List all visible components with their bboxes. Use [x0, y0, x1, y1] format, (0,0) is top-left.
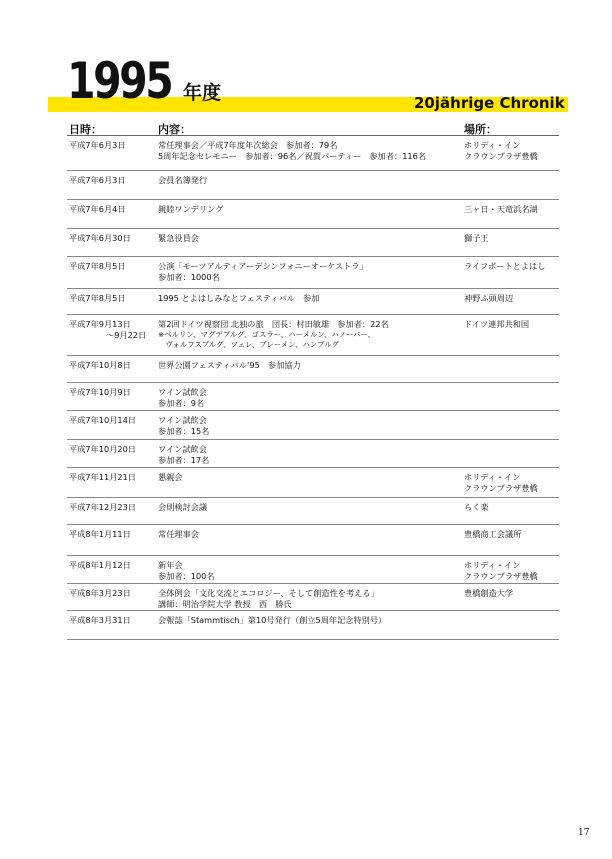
row-content [158, 261, 368, 283]
content-note: ※ベルリン、マグデブルグ、ゴスラー、ハーメルン、ハノーバー、 [158, 330, 375, 339]
place-line: 三ヶ日・天竜浜名湖 [464, 204, 538, 214]
content-line: 新年会 [158, 560, 183, 570]
content-line: 公演「モーツアルティアーデシンフォニーオーケストラ」 [158, 261, 368, 271]
row-place [464, 233, 489, 244]
row-place [464, 560, 538, 582]
table-row [67, 498, 559, 525]
content-line: 講師：明治学院大学 教授 西 勝氏 [158, 599, 292, 609]
row-place [464, 204, 538, 215]
row-content [158, 588, 379, 610]
row-content [158, 175, 207, 186]
table-row [67, 440, 559, 468]
row-date [69, 588, 131, 599]
place-line: ホリディ・イン [464, 140, 521, 150]
place-line: ホリディ・イン [464, 560, 521, 570]
row-date-text: 平成7年10月9日 [69, 387, 131, 397]
content-line: 第2回ドイツ視察団 北独の旅 団長：村田敏雄 参加者：22名 [158, 319, 389, 329]
row-date [69, 233, 131, 244]
content-line: 会員名簿発行 [158, 175, 208, 185]
chronik-subtitle: 20jährige Chronik [414, 94, 565, 112]
content-line: 懇親会 [158, 472, 183, 482]
row-content [158, 415, 209, 437]
table-row [67, 229, 559, 257]
row-date-text: 平成7年10月8日 [69, 360, 131, 370]
row-date [69, 415, 136, 426]
row-date-end: ～9月22日 [106, 330, 147, 340]
row-content [158, 360, 301, 371]
column-header-content: 内容： [158, 123, 191, 136]
row-date-text: 平成7年6月30日 [69, 233, 131, 243]
place-line: 豊橋商工会議所 [464, 529, 522, 539]
place-line: クラウンプラザ豊橋 [464, 151, 538, 161]
table-row [67, 136, 559, 171]
year-title: 1995 [67, 52, 172, 110]
place-line: らく楽 [464, 502, 489, 512]
row-date-text: 平成7年6月3日 [69, 175, 126, 185]
row-place [464, 502, 489, 513]
table-row [67, 611, 559, 640]
row-date [69, 319, 146, 341]
row-content [158, 204, 223, 215]
content-line: ワイン試飲会 [158, 444, 207, 454]
row-place [464, 261, 545, 272]
row-content [158, 560, 215, 582]
row-date [69, 175, 126, 186]
place-line: クラウンプラザ豊橋 [464, 483, 538, 493]
table-row [67, 525, 559, 556]
row-content [158, 529, 199, 540]
row-date-text: 平成7年12月23日 [69, 502, 136, 512]
place-line: ホリディ・イン [464, 472, 521, 482]
row-date [69, 444, 136, 455]
table-row [67, 556, 559, 584]
year-suffix: 年度 [183, 82, 222, 104]
place-line: 獅子王 [464, 233, 489, 243]
table-row [67, 584, 559, 611]
table-row [67, 315, 559, 356]
row-date [69, 529, 131, 540]
row-date [69, 387, 131, 398]
row-date [69, 204, 126, 215]
content-line: 参加者：9名 [158, 398, 205, 408]
row-date-text: 平成7年10月20日 [69, 444, 136, 454]
row-content [158, 444, 209, 466]
place-line: 豊橋創造大学 [464, 588, 514, 598]
content-line: 参加者：15名 [158, 426, 210, 436]
table-row [67, 383, 559, 411]
row-content [158, 472, 183, 483]
row-date-text: 平成7年10月14日 [69, 415, 136, 425]
content-line: 親睦ワンデリング [158, 204, 224, 214]
row-place [464, 319, 529, 330]
row-date-text: 平成8年3月23日 [69, 588, 131, 598]
row-place [464, 140, 538, 162]
row-date-text: 平成7年8月5日 [69, 293, 126, 303]
row-date-text: 平成7年6月3日 [69, 140, 126, 150]
row-place [464, 529, 521, 540]
row-date [69, 261, 126, 272]
content-line: 世界公園フェスティバル’95 参加協力 [158, 360, 301, 370]
row-content [158, 140, 426, 162]
row-date [69, 293, 126, 304]
content-line: 常任理事会 [158, 529, 199, 539]
row-date [69, 140, 126, 151]
column-header-place: 場所： [464, 123, 497, 136]
content-line: 常任理事会／平成7年度年次総会 参加者：79名 [158, 140, 338, 150]
table-row [67, 468, 559, 498]
content-line: ワイン試飲会 [158, 415, 207, 425]
row-date-text: 平成7年8月5日 [69, 261, 126, 271]
page-header [0, 0, 612, 120]
column-header-date: 日時： [69, 123, 102, 136]
row-content [158, 615, 386, 626]
row-content [158, 233, 199, 244]
place-line: 神野ふ頭周辺 [464, 293, 514, 303]
content-line: 参加者：17名 [158, 455, 210, 465]
content-line: ワイン試飲会 [158, 387, 207, 397]
content-note: ヴォルフスブルグ、ツェレ、ブレーメン、ハンブルグ [158, 339, 339, 349]
row-place [464, 293, 513, 304]
content-line: 参加者：100名 [158, 571, 215, 581]
content-line: 会則検討会議 [158, 502, 208, 512]
content-line: 全体例会「文化交流とエコロジー、そして創造性を考える」 [158, 588, 379, 598]
row-date [69, 502, 136, 513]
row-date [69, 615, 131, 626]
content-line: 緊急役員会 [158, 233, 199, 243]
table-row [67, 257, 559, 289]
table-row [67, 289, 559, 315]
row-date-text: 平成7年6月4日 [69, 204, 126, 214]
page-number: 17 [578, 828, 590, 838]
table-row [67, 171, 559, 200]
row-content [158, 502, 207, 513]
row-place [464, 472, 538, 494]
table-row [67, 356, 559, 383]
row-content [158, 319, 389, 349]
row-date [69, 560, 131, 571]
row-date-text: 平成8年1月12日 [69, 560, 131, 570]
content-line: 1995 とよはしみなとフェスティバル 参加 [158, 293, 320, 303]
place-line: ライフポートとよはし [464, 261, 546, 271]
row-content [158, 293, 319, 304]
row-date-text: 平成7年9月13日 [69, 319, 131, 329]
row-date-text: 平成8年1月11日 [69, 529, 131, 539]
chronicle-table [67, 136, 559, 640]
row-place [464, 588, 513, 599]
row-date [69, 472, 136, 483]
table-row [67, 411, 559, 440]
content-line: 5周年記念セレモニー 参加者：96名／祝賀パーティー 参加者：116名 [158, 151, 427, 161]
row-date [69, 360, 131, 371]
content-line: 会報誌「Stammtisch」第10号発行（創立5周年記念特別号） [158, 615, 387, 625]
place-line: ドイツ連邦共和国 [464, 319, 530, 329]
content-line: 参加者：1000名 [158, 272, 220, 282]
row-content [158, 387, 207, 409]
table-row [67, 200, 559, 229]
row-date-text: 平成8年3月31日 [69, 615, 131, 625]
row-date-text: 平成7年11月21日 [69, 472, 136, 482]
place-line: クラウンプラザ豊橋 [464, 571, 538, 581]
